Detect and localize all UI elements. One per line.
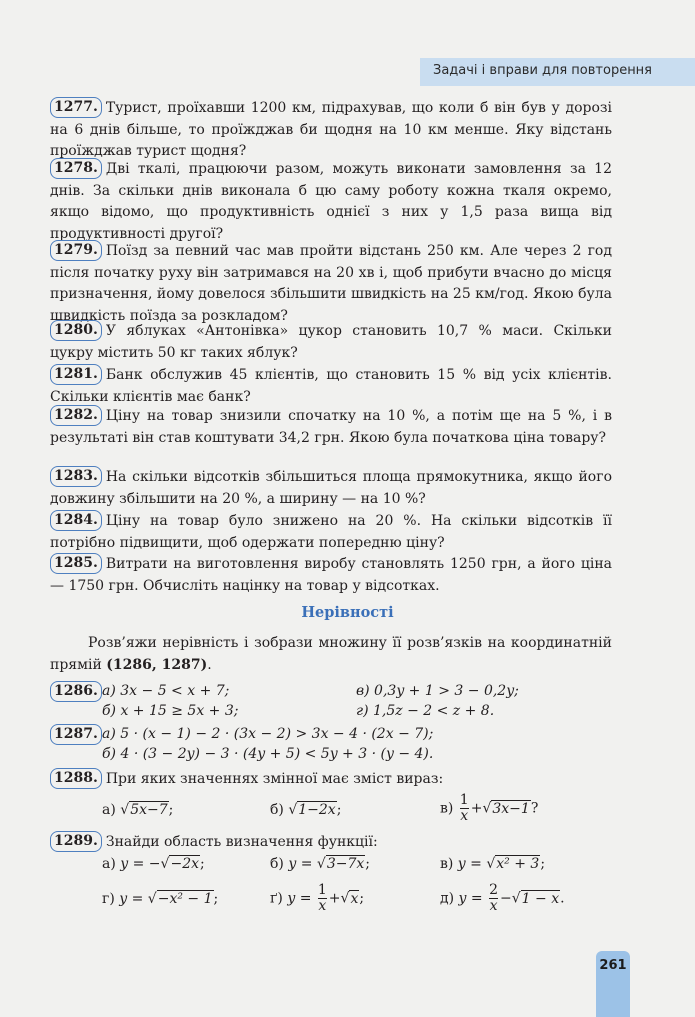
radicand: 1−2x xyxy=(298,802,336,818)
item-label: б) xyxy=(270,802,284,818)
item-gg: ґ) y = $\frac{1}{x}$ +√x; xyxy=(270,882,365,914)
radicand: −x² − 1 xyxy=(157,891,213,907)
item-label: д) xyxy=(440,890,455,907)
problem-number: 1284. xyxy=(50,510,102,531)
item-label: а) xyxy=(102,856,116,872)
problem-number: 1285. xyxy=(50,553,102,574)
problem-1289 xyxy=(50,831,378,852)
problem-1283 xyxy=(50,466,612,510)
problem-1288 xyxy=(50,768,443,789)
operator: + xyxy=(328,890,341,907)
radicand: 3x−1 xyxy=(492,800,530,817)
item-label: в) xyxy=(440,800,454,817)
fraction-denominator: x xyxy=(489,898,498,914)
item-prefix: y = xyxy=(287,890,316,907)
problem-text: Дві ткалі, працюючи разом, можуть виконати замовлення за 12 днів. За скільки днів виконала б цю саму роботу кожна ткаля окремо, якщо відомо, що продуктивність однієї з них у 1,5 раза вища від продуктивності другої? xyxy=(50,161,612,242)
item-a: а) 5 · (x − 1) − 2 · (3x − 2) > 3x − 4 · (2x − 7); xyxy=(102,726,434,742)
operator: + xyxy=(470,800,483,817)
item-label: в) xyxy=(440,856,454,872)
radicand: 5x−7 xyxy=(130,802,168,818)
intro-paragraph xyxy=(50,633,612,676)
fraction-denominator: x xyxy=(460,808,469,824)
fraction-denominator: x xyxy=(318,898,327,914)
item-a: а) √5x−7; xyxy=(102,802,174,818)
item-end: ? xyxy=(530,800,539,817)
item-prefix: y = xyxy=(458,890,488,907)
item-a: а) y = −√−2x; xyxy=(102,856,205,872)
item-g: г) 1,5z − 2 < z + 8. xyxy=(356,703,495,719)
item-a: а) 3x − 5 < x + 7; xyxy=(102,683,230,699)
item-v: в) 0,3y + 1 > 3 − 0,2y; xyxy=(356,683,519,699)
problem-1278 xyxy=(50,158,612,245)
subheading: Нерівності xyxy=(301,604,394,621)
item-b: б) 4 · (3 − 2y) − 3 · (4y + 5) < 5y + 3 · (y − 4). xyxy=(102,746,434,762)
item-prefix: y = xyxy=(119,891,148,907)
item-label: г) xyxy=(102,891,115,907)
radicand: 3−7x xyxy=(326,856,365,872)
item-label: б) xyxy=(270,856,284,872)
problem-number: 1283. xyxy=(50,466,102,487)
problem-number: 1278. xyxy=(50,158,102,179)
problem-number: 1286. xyxy=(50,681,102,702)
item-end: ; xyxy=(365,856,370,872)
item-g: г) y = √−x² − 1; xyxy=(102,891,219,907)
item-b: б) y = √3−7x; xyxy=(270,856,370,872)
item-v: в) y = √x² + 3; xyxy=(440,856,546,872)
item-label: ґ) xyxy=(270,890,283,907)
problem-number: 1282. xyxy=(50,405,102,426)
problem-number: 1280. xyxy=(50,320,102,341)
problem-text: Ціну на товар знизили спочатку на 10 %, а потім ще на 5 %, і в результаті він став коштувати 34,2 грн. Якою була початкова ціна товару? xyxy=(50,408,612,446)
item-end: ; xyxy=(359,890,365,907)
item-end: ; xyxy=(168,802,174,818)
problem-1285 xyxy=(50,553,612,597)
problem-1281 xyxy=(50,364,612,408)
fraction-numerator: 1 xyxy=(317,882,327,898)
problem-1287 xyxy=(50,724,106,745)
intro-text: Розв’яжи нерівність і зобрази множину її розв’язків на координатній прямій xyxy=(50,635,612,673)
problem-1277 xyxy=(50,97,612,163)
item-end: ; xyxy=(200,856,205,872)
radicand: −2x xyxy=(170,856,200,872)
problem-number: 1288. xyxy=(50,768,102,789)
item-label: а) xyxy=(102,802,116,818)
item-end: ; xyxy=(336,802,342,818)
problem-text: Турист, проїхавши 1200 км, підрахував, що коли б він був у дорозі на 6 днів більше, то проїжджав би щодня на 10 км менше. Яку відстань проїжджав турист щодня? xyxy=(50,100,612,159)
item-v: в) $\frac{1}{x}$ +√3x−1? xyxy=(440,792,539,824)
fraction-numerator: 1 xyxy=(459,792,469,808)
problem-text: Ціну на товар було знижено на 20 %. На скільки відсотків її потрібно підвищити, щоб одержати попередню ціну? xyxy=(50,513,612,551)
problem-number: 1279. xyxy=(50,240,102,261)
item-prefix: y = − xyxy=(120,856,161,872)
item-prefix: y = xyxy=(288,856,317,872)
problem-1279 xyxy=(50,240,612,327)
problem-text: У яблуках «Антонівка» цукор становить 10,7 % маси. Скільки цукру містить 50 кг таких яблук? xyxy=(50,323,612,361)
item-end: ; xyxy=(540,856,546,872)
item-end: ; xyxy=(213,891,219,907)
problem-number: 1289. xyxy=(50,831,102,852)
intro-bold: (1286, 1287) xyxy=(106,656,208,673)
radicand: 1 − x xyxy=(521,890,560,907)
problem-number: 1277. xyxy=(50,97,102,118)
item-end: . xyxy=(560,890,565,907)
problem-1280 xyxy=(50,320,612,364)
page-number: 261 xyxy=(599,958,627,973)
problem-text: Витрати на виготовлення виробу становлять 1250 грн, а його ціна — 1750 грн. Обчисліть націнку на товар у відсотках. xyxy=(50,556,612,594)
problem-text: Поїзд за певний час мав пройти відстань 250 км. Але через 2 год після початку руху він затримався на 20 хв і, щоб прибути вчасно до місця призначення, йому довелося збільшити швидкість на 25 км/год. Якою була швидкість поїзда за розкладом? xyxy=(50,243,612,324)
problem-1284 xyxy=(50,510,612,554)
operator: − xyxy=(500,890,512,907)
problem-number: 1281. xyxy=(50,364,102,385)
intro-end: . xyxy=(207,656,212,673)
problem-text: Банк обслужив 45 клієнтів, що становить 15 % від усіх клієнтів. Скільки клієнтів має банк? xyxy=(50,367,612,405)
radicand: x² + 3 xyxy=(496,856,540,872)
section-title: Задачі і вправи для повторення xyxy=(433,63,653,78)
problem-1282 xyxy=(50,405,612,449)
problem-text: На скільки відсотків збільшиться площа прямокутника, якщо його довжину збільшити на 20 %, а ширину — на 10 %? xyxy=(50,469,612,507)
problem-text: При яких значеннях змінної має зміст вираз: xyxy=(105,771,444,787)
problem-number: 1287. xyxy=(50,724,102,745)
item-b: б) √1−2x; xyxy=(270,802,342,818)
problem-1286 xyxy=(50,681,106,702)
item-b: б) x + 15 ≥ 5x + 3; xyxy=(102,703,239,719)
fraction-numerator: 2 xyxy=(489,882,499,898)
item-d: д) y = $\frac{2}{x}$ −√1 − x. xyxy=(440,882,565,914)
item-prefix: y = xyxy=(457,856,487,872)
radicand: x xyxy=(350,890,359,907)
problem-text: Знайди область визначення функції: xyxy=(105,834,378,850)
